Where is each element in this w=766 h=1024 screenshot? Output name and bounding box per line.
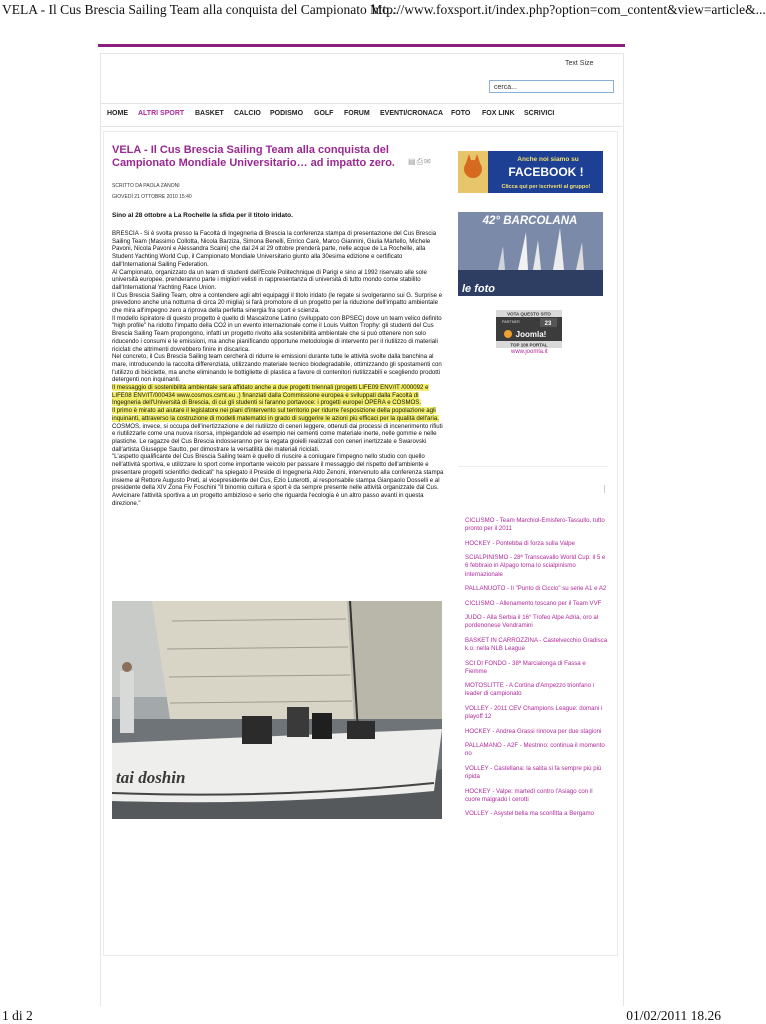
joomla-badge[interactable] [496, 310, 562, 348]
article-title: VELA - Il Cus Brescia Sailing Team alla conquista del Campionato Mondiale Universitario… ad impatto zero. [112, 144, 395, 169]
news-link[interactable]: VOLLEY - Asystel bella ma sconfitta a Bergamo [465, 810, 594, 818]
article-paragraph: Il Cus Brescia Sailing Team, oltre a contendere agli altri equipaggi il titolo iridato (le regate si svolgeranno sui G. Surprise e prevedono anche una notturna di circa 20 miglia) si farà promotore di un progetto per la riduzione dell'impatto ambientale che mira all'impegno zero a riprova della perfetta sinergia fra sport e scienza. [112, 291, 443, 315]
article-paragraph: COSMOS, invece, si occupa dell'inertizzazione e del riutilizzo di ceneri leggere, ottenuti dai processi di incenerimento rifiuti e riutilizzarle come una nuova risorsa, impiegandole ad esempio nei cementi come materiale inerte, nelle gomme e nelle plastiche. Le ragazze del Cus Brescia indosseranno per la regata gioielli realizzati con ceneri inertizzate e Swarovski dall'artista Giuseppe Sautto, per dimostrare la versatilità dei materiali riciclati. [112, 422, 443, 453]
joomla-vote-label: VOTA QUESTO SITO [507, 311, 551, 317]
nav-item-podismo[interactable]: PODISMO [270, 110, 304, 117]
joomla-brand: Joomla! [515, 330, 547, 339]
facebook-banner-line2: Clicca qui per iscriverti al gruppo! [501, 184, 591, 190]
news-link[interactable]: MOTOSLITTE - A Cortina d'Ampezzo trionfano i leader di campionato [465, 682, 595, 698]
nav-item-foto[interactable]: FOTO [451, 110, 471, 117]
boat-hull-text: tai doshin [116, 768, 186, 787]
facebook-banner[interactable] [458, 151, 603, 193]
highlighted-text: Il primo è mirato ad aiutare il legislatore nei piani d'intervento sul territorio per ridurre l'esposizione della popolazione agli inquinanti, attraverso la costruzione di modelli matematici in grado di suggerire le azioni più efficaci per la qualità dell'aria. [112, 407, 439, 422]
article-paragraph-highlighted [112, 384, 445, 407]
nav-item-calcio[interactable]: CALCIO [234, 110, 261, 117]
nav-item-home[interactable]: HOME [107, 110, 128, 117]
facebook-banner-line1: Anche noi siamo su [517, 156, 579, 163]
sailboat-illustration [112, 601, 442, 819]
news-link[interactable]: SCIALPINISMO - 28ª Transcavallo World Cup: il 5 e 6 febbraio in Alpago torna lo scialpinismo internazionale [465, 554, 606, 578]
article-paragraph: Al Campionato, organizzato da un team di studenti dell'Ecole Politechnique di Parigi e sino al 1992 riservato alle sole università europee, prenderanno parte i migliori velisti in rappresentanza di università di tutto mondo come stabilito dall'International Yachting Race Union. [112, 268, 427, 291]
highlighted-text: Il messaggio di sostenibilità ambientale sarà affidato anche a due progetti triennali (progetti LIFE09 ENV/IT /000092 e LIFE08 ENV/IT/000434 www.cosmos.csmt.eu ,) finanziati dalla Commissione europea e sviluppati dalla Facoltà di Ingegneria dell'Università di Brescia, di cui gli studenti si faranno portavoce: i progetti europei OPERA e COSMOS. [112, 384, 429, 407]
article-paragraph: Nel concreto, il Cus Brescia Sailing team cercherà di ridurre le emissioni durante tutte le attività svolte dalla banchina al mare, introducendo la raccolta differenziata, utilizzando materiale tecnico biodegradabile, ottimizzando gli spostamenti con l'utilizzo di biciclette, ma anche eliminando le bottigliette di plastica a favore di contenitori riutilizzabili e scegliendo prodotti detergenti non inquinanti. [112, 353, 442, 384]
news-link[interactable]: HOCKEY - Andrea Grassi rinnova per due stagioni [465, 727, 602, 735]
print-datetime: 01/02/2011 18.26 [626, 1008, 721, 1023]
print-page-number: 1 di 2 [2, 1008, 33, 1023]
article-body [112, 230, 445, 507]
news-link[interactable]: JUDO - Alla Serbia il 16° Trofeo Alpe Adria, oro al pordenonese Vendramini [465, 614, 599, 630]
print-header [0, 0, 766, 22]
barcolana-caption: le foto [462, 283, 495, 295]
search-input[interactable]: cerca... [489, 80, 614, 93]
article-paragraph: "L'aspetto qualificante del Cus Brescia Sailing team è quello di riuscire a coniugare l'impegno nello studio con quello nell'attività sportiva, e utilizzare lo sport come importante veicolo per passare il messaggio del rispetto dell'ambiente e presentare progetti scientifici dedicati" ha spiegato il Preside di Ingegneria Aldo Zenoni, intervenuto alla conferenza stampa insieme al Rettore Augusto Preti, al vicepresidente del Cus, Ezio Luterotti, al responsabile stampa Gianpaolo Dosselli e al presidente della XIV Zona Fiv Foschini "Il binomio cultura e sport è da sempre presente nelle attività organizzate dal Cus. Avvicinare l'attività sportiva a un progetto ambizioso e serio che riguarda l'ecologia è un altro passo avanti in questa direzione." [112, 453, 444, 507]
joomla-link[interactable]: www.joomla.it [511, 349, 548, 355]
joomla-partner-label: PARTNER [502, 320, 520, 324]
article-author: SCRITTO DA PAOLA ZANONI [112, 183, 180, 189]
text-size-control[interactable]: Text Size [565, 60, 594, 67]
article-paragraph: BRESCIA - Si è svolta presso la Facoltà di Ingegneria di Brescia la conferenza stampa di presentazione del Cus Brescia Sailing Team (Massimo Collotta, Nicola Barziza, Simona Benelli, Enrico Carè, Marco Giannini, Giulia Martello, Michele Pavoni, Nicola Pavoni e Alessandra Scaini) che dal 24 al 29 ottobre prenderà parte, nelle acque de La Rochelle, alla Student Yachting World Cup, il Campionato Mondiale Universitario giunto alla 30esima edizione e certificato dall'International Sailing Federation. [112, 230, 437, 268]
pdf-icon[interactable]: ▤ [408, 157, 417, 166]
print-icon[interactable]: ⎙ [416, 157, 424, 166]
main-nav [100, 103, 622, 127]
news-link[interactable]: CICLISMO - Allenamento toscano per il Team VVF [465, 599, 602, 607]
article-date: GIOVEDÌ 21 OTTOBRE 2010 15:40 [112, 194, 192, 200]
barcolana-banner[interactable] [458, 212, 603, 296]
joomla-rank: 23 [544, 321, 552, 327]
latest-news-list [465, 517, 609, 825]
barcolana-title: 42° BARCOLANA [482, 215, 578, 227]
site-header [100, 53, 624, 104]
news-link[interactable]: PALLAMANO - A2F - Mestrino: continua il momento no [465, 742, 605, 758]
article-lead: Sino al 28 ottobre a La Rochelle la sfida per il titolo iridato. [112, 212, 293, 219]
nav-item-basket[interactable]: BASKET [195, 110, 224, 117]
email-icon[interactable]: ✉ [423, 157, 432, 166]
sidebar-divider [458, 466, 608, 467]
article-paragraph-highlighted [112, 407, 445, 422]
print-page-url: http://www.foxsport.it/index.php?option=com_content&view=article&... [372, 2, 766, 17]
print-page-title: VELA - Il Cus Brescia Sailing Team alla conquista del Campionato Mo... [2, 2, 399, 17]
joomla-top-label: TOP 100 PORTAL [510, 342, 548, 348]
news-link[interactable]: HOCKEY - Pontebba di forza sulla Valpe [465, 539, 575, 547]
facebook-banner-brand: FACEBOOK ! [508, 165, 584, 179]
news-link[interactable]: CICLISMO - Team Marchiol-Emisfero-Tassullo, tutto pronto per il 2011 [465, 517, 605, 533]
nav-item-scrivici[interactable]: SCRIVICI [524, 110, 555, 117]
nav-item-fox-link[interactable]: FOX LINK [482, 110, 515, 117]
article-tools [408, 157, 432, 167]
nav-item-altri-sport[interactable]: ALTRI SPORT [138, 110, 185, 117]
news-link[interactable]: SCI DI FONDO - 38ª Marcialonga di Fassa e Fiemme [465, 659, 586, 675]
news-link[interactable]: HOCKEY - Valpe: martedì contro l'Asiago con il cuore malgrado i cerotti [465, 787, 593, 803]
news-link[interactable]: BASKET IN CARROZZINA - Castelvecchio Gradisca k.o. nella NLB League [465, 636, 608, 653]
nav-item-eventi[interactable]: EVENTI/CRONACA [380, 110, 444, 117]
news-link[interactable]: PALLANUOTO - Il "Punto di Ciccio" su serie A1 e A2 [465, 585, 607, 593]
sailing-photo [112, 601, 442, 819]
sidebar-tick [604, 485, 605, 493]
nav-item-golf[interactable]: GOLF [314, 110, 334, 117]
nav-item-forum[interactable]: FORUM [344, 110, 370, 117]
article-paragraph: Il modello ispiratore di questo progetto è quello di Mascalzone Latino (sviluppato con BPSEC) dove un team velico definito "high profile" ha ridotto l'impatto della CO2 in un evento internazionale come il Louis Vuitton Trophy: gli studenti del Cus Brescia Sailing Team propongono, infatti un progetto rivolto alla sostenibilità ambientale che si può ottenere non solo riducendo i consumi e le emissioni, ma anche pianificando opportune metodologie di intervento per il riutilizzo di materiali riciclati che altrimenti dovrebbero finire in discarica. [112, 314, 442, 353]
news-link[interactable]: VOLLEY - Castellana: la salita si fa sempre più più ripida [465, 764, 602, 781]
news-link[interactable]: VOLLEY - 2011 CEV Champions League: domani i playoff 12 [465, 704, 603, 721]
top-accent-bar [98, 44, 625, 47]
